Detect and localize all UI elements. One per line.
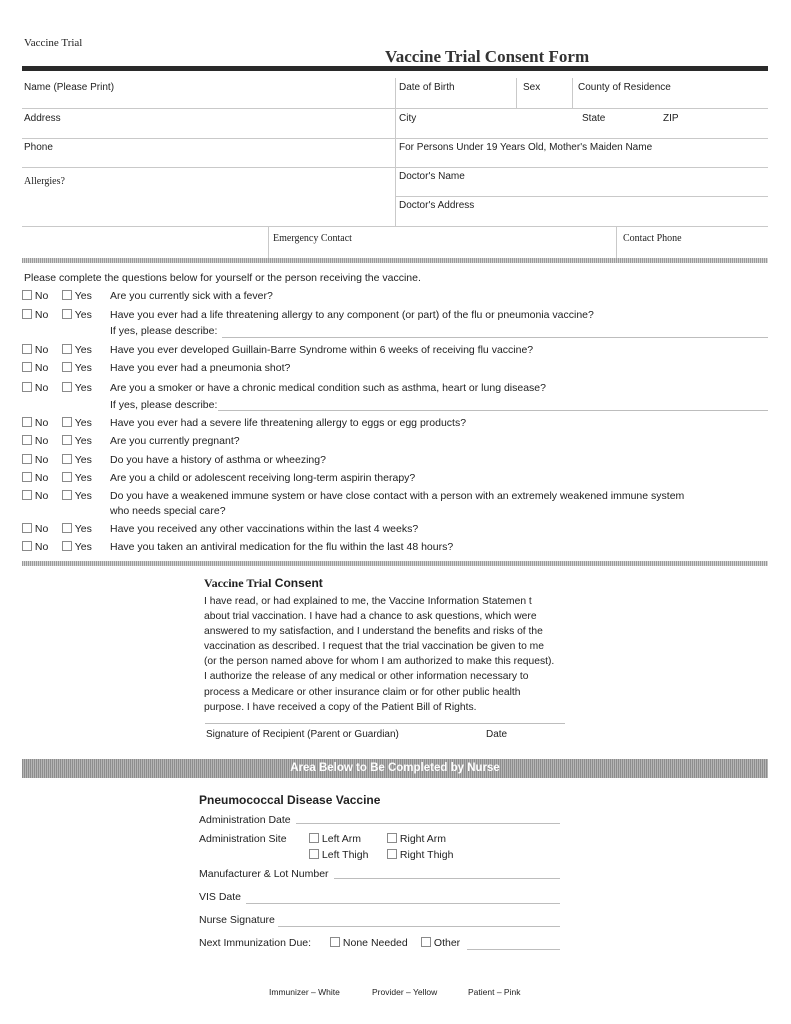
checkbox[interactable] bbox=[62, 309, 72, 319]
address-field[interactable]: Address bbox=[24, 113, 61, 124]
manufacturer-input[interactable] bbox=[334, 878, 560, 879]
question-text: Have you taken an antiviral medication for the flu within the last 48 hours? bbox=[110, 541, 454, 553]
question-text: Have you received any other vaccinations within the last 4 weeks? bbox=[110, 523, 419, 535]
sex-field[interactable]: Sex bbox=[523, 82, 541, 93]
no-option[interactable]: No bbox=[22, 344, 48, 356]
dob-field[interactable]: Date of Birth bbox=[399, 82, 455, 93]
copy-provider: Provider – Yellow bbox=[372, 987, 438, 997]
checkbox[interactable] bbox=[62, 523, 72, 533]
checkbox[interactable] bbox=[387, 833, 397, 843]
yes-option[interactable]: Yes bbox=[62, 472, 92, 484]
checkbox[interactable] bbox=[22, 309, 32, 319]
signature-input[interactable] bbox=[205, 723, 565, 724]
checkbox[interactable] bbox=[62, 362, 72, 372]
no-option[interactable]: No bbox=[22, 523, 48, 535]
consent-title: Vaccine Trial Consent bbox=[204, 576, 323, 590]
checkbox[interactable] bbox=[62, 435, 72, 445]
nurse-signature-input[interactable] bbox=[278, 926, 560, 927]
top-label: Vaccine Trial bbox=[24, 37, 83, 49]
next-due-label: Next Immunization Due: bbox=[199, 937, 312, 949]
followup-label: If yes, please describe: bbox=[110, 325, 218, 337]
contact-phone-field[interactable]: Contact Phone bbox=[623, 233, 682, 244]
checkbox[interactable] bbox=[62, 472, 72, 482]
checkbox[interactable] bbox=[22, 472, 32, 482]
checkbox[interactable] bbox=[22, 344, 32, 354]
checkbox[interactable] bbox=[62, 344, 72, 354]
question-text: Have you ever developed Guillain-Barre Syndrome within 6 weeks of receiving flu vaccine? bbox=[110, 344, 534, 356]
yes-option[interactable]: Yes bbox=[62, 362, 92, 374]
followup-label: If yes, please describe: bbox=[110, 399, 218, 411]
no-option[interactable]: No bbox=[22, 454, 48, 466]
question-text: Have you ever had a pneumonia shot? bbox=[110, 362, 291, 374]
other-option[interactable]: Other bbox=[421, 937, 460, 949]
yes-option[interactable]: Yes bbox=[62, 309, 92, 321]
yes-option[interactable]: Yes bbox=[62, 541, 92, 553]
no-option[interactable]: No bbox=[22, 382, 48, 394]
checkbox[interactable] bbox=[62, 417, 72, 427]
question-text: Are you a smoker or have a chronic medical condition such as asthma, heart or lung disease? bbox=[110, 382, 546, 394]
checkbox[interactable] bbox=[309, 833, 319, 843]
right-arm-option[interactable]: Right Arm bbox=[387, 833, 446, 845]
admin-site-label: Administration Site bbox=[199, 833, 287, 845]
copy-patient: Patient – Pink bbox=[468, 987, 521, 997]
describe-input[interactable] bbox=[218, 410, 768, 411]
vis-date-label: VIS Date bbox=[199, 891, 242, 903]
consent-text: I have read, or had explained to me, the Vaccine Information Statemen t about trial vaccination. I have had a chance to ask questions, which were answered to my satisfaction, and I understand the benefits and risks of the vaccination as described. I request that the trial vaccination be given to me (or the person named above for whom I am authorized to make this request). I authorize the release of any medical or other information necessary to process a Medicare or other insurance claim or for other public health purpose. I have received a copy of the Patient Bill of Rights. bbox=[204, 596, 555, 713]
checkbox[interactable] bbox=[22, 382, 32, 392]
emergency-contact-field[interactable]: Emergency Contact bbox=[273, 233, 352, 244]
question-text: Have you ever had a severe life threatening allergy to eggs or egg products? bbox=[110, 417, 467, 429]
right-thigh-option[interactable]: Right Thigh bbox=[387, 849, 453, 861]
checkbox[interactable] bbox=[62, 541, 72, 551]
yes-option[interactable]: Yes bbox=[62, 417, 92, 429]
yes-option[interactable]: Yes bbox=[62, 454, 92, 466]
no-option[interactable]: No bbox=[22, 490, 48, 502]
no-option[interactable]: No bbox=[22, 472, 48, 484]
no-option[interactable]: No bbox=[22, 417, 48, 429]
manufacturer-label: Manufacturer & Lot Number bbox=[199, 868, 329, 880]
questionnaire-intro: Please complete the questions below for yourself or the person receiving the vaccine. bbox=[24, 272, 421, 284]
name-field[interactable]: Name (Please Print) bbox=[24, 82, 115, 93]
no-option[interactable]: No bbox=[22, 309, 48, 321]
phone-field[interactable]: Phone bbox=[24, 142, 53, 153]
nurse-banner: Area Below to Be Completed by Nurse bbox=[22, 759, 768, 778]
form-title: Vaccine Trial Consent Form bbox=[385, 47, 590, 66]
question-text: Have you ever had a life threatening allergy to any component (or part) of the flu or pneumonia vaccine? bbox=[110, 309, 594, 321]
state-field[interactable]: State bbox=[582, 113, 606, 124]
question-text: Are you currently pregnant? bbox=[110, 435, 240, 447]
question-text: Do you have a history of asthma or wheezing? bbox=[110, 454, 326, 466]
question-text: Are you currently sick with a fever? bbox=[110, 290, 273, 302]
checkbox[interactable] bbox=[22, 523, 32, 533]
checkbox[interactable] bbox=[309, 849, 319, 859]
question-text: Do you have a weakened immune system or have close contact with a person with an extremely weakened immune system bbox=[110, 490, 685, 502]
zip-field[interactable]: ZIP bbox=[663, 113, 679, 124]
vaccine-title: Pneumococcal Disease Vaccine bbox=[199, 793, 381, 807]
admin-date-input[interactable] bbox=[296, 823, 560, 824]
yes-option[interactable]: Yes bbox=[62, 435, 92, 447]
vis-date-input[interactable] bbox=[246, 903, 560, 904]
section-divider bbox=[22, 561, 768, 566]
checkbox[interactable] bbox=[330, 937, 340, 947]
checkbox[interactable] bbox=[22, 362, 32, 372]
date-label: Date bbox=[486, 729, 508, 740]
checkbox[interactable] bbox=[421, 937, 431, 947]
city-field[interactable]: City bbox=[399, 113, 417, 124]
allergies-field[interactable]: Allergies? bbox=[24, 176, 65, 187]
checkbox[interactable] bbox=[22, 490, 32, 500]
title-rule bbox=[22, 66, 768, 71]
no-option[interactable]: No bbox=[22, 290, 48, 302]
yes-option[interactable]: Yes bbox=[62, 523, 92, 535]
other-input[interactable] bbox=[467, 949, 560, 950]
checkbox[interactable] bbox=[22, 541, 32, 551]
copy-immunizer: Immunizer – White bbox=[269, 987, 340, 997]
checkbox[interactable] bbox=[22, 417, 32, 427]
checkbox[interactable] bbox=[387, 849, 397, 859]
county-field[interactable]: County of Residence bbox=[578, 82, 671, 93]
yes-option[interactable]: Yes bbox=[62, 382, 92, 394]
admin-date-label: Administration Date bbox=[199, 814, 291, 826]
checkbox[interactable] bbox=[62, 382, 72, 392]
question-text: Are you a child or adolescent receiving long-term aspirin therapy? bbox=[110, 472, 416, 484]
yes-option[interactable]: Yes bbox=[62, 290, 92, 302]
no-option[interactable]: No bbox=[22, 541, 48, 553]
question-text-continued: who needs special care? bbox=[110, 505, 226, 517]
yes-option[interactable]: Yes bbox=[62, 490, 92, 502]
no-option[interactable]: No bbox=[22, 435, 48, 447]
no-option[interactable]: No bbox=[22, 362, 48, 374]
doctor-name-field[interactable]: Doctor's Name bbox=[399, 171, 465, 182]
checkbox[interactable] bbox=[62, 490, 72, 500]
describe-input[interactable] bbox=[222, 337, 768, 338]
left-arm-option[interactable]: Left Arm bbox=[309, 833, 361, 845]
checkbox[interactable] bbox=[62, 454, 72, 464]
yes-option[interactable]: Yes bbox=[62, 344, 92, 356]
checkbox[interactable] bbox=[22, 435, 32, 445]
checkbox[interactable] bbox=[22, 454, 32, 464]
nurse-signature-label: Nurse Signature bbox=[199, 914, 275, 926]
checkbox[interactable] bbox=[62, 290, 72, 300]
section-divider bbox=[22, 258, 768, 263]
signature-label: Signature of Recipient (Parent or Guardian) bbox=[206, 729, 399, 740]
maiden-name-field[interactable]: For Persons Under 19 Years Old, Mother's Maiden Name bbox=[399, 142, 653, 153]
doctor-address-field[interactable]: Doctor's Address bbox=[399, 200, 475, 211]
none-needed-option[interactable]: None Needed bbox=[330, 937, 408, 949]
left-thigh-option[interactable]: Left Thigh bbox=[309, 849, 368, 861]
checkbox[interactable] bbox=[22, 290, 32, 300]
